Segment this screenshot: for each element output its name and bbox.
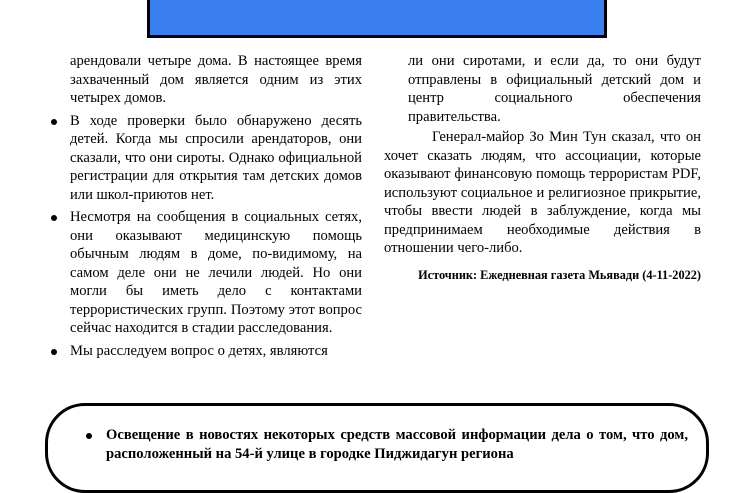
source-citation: Источник: Ежедневная газета Мьявади (4-11-2022): [418, 267, 701, 282]
bullet-item-children: Мы расследуем вопрос о детях, являются: [48, 342, 362, 361]
left-column: [48, 52, 362, 360]
highlight-bullet-text: Освещение в новостях некоторых средств массовой информации дела о том, что дом, расположенный на 54-й улице в городке Пиджидагун региона: [86, 426, 688, 463]
blue-banner: [147, 0, 607, 38]
right-continuation-text: ли они сиротами, и если да, то они будут отправлены в официальный детский дом и центр социального обеспечения правительства.: [408, 53, 701, 125]
left-continuation-text: арендовали четыре дома. В настоящее время захваченный дом является одним из этих четырех домов.: [70, 53, 362, 106]
right-column: [384, 52, 701, 283]
highlight-box: [45, 403, 709, 493]
bullet-item-medical: Несмотря на сообщения в социальных сетях, они оказывают медицинскую помощь обычным людям в доме, по-видимому, на самом деле они не лечили людей. Но они могли бы иметь дело с контактами террористических групп. Поэтому этот вопрос сейчас находится в стадии расследования.: [48, 208, 362, 338]
bullet-item-inspection: В ходе проверки было обнаружено десять детей. Когда мы спросили арендаторов, они сказали, что они сироты. Однако официальной регистрации для открытия там детских домов или школ-приютов нет.: [48, 112, 362, 205]
left-bullet-list: [48, 112, 362, 361]
statement-paragraph: Генерал-майор Зо Мин Тун сказал, что он хочет сказать людям, что ассоциации, которые оказывают финансовую помощь террористам PDF, используют социальное и религиозное прикрытие, чтобы ввести людей в заблуждение, когда мы предпринимаем необходимые действия в отношении чего-либо.: [384, 129, 701, 256]
